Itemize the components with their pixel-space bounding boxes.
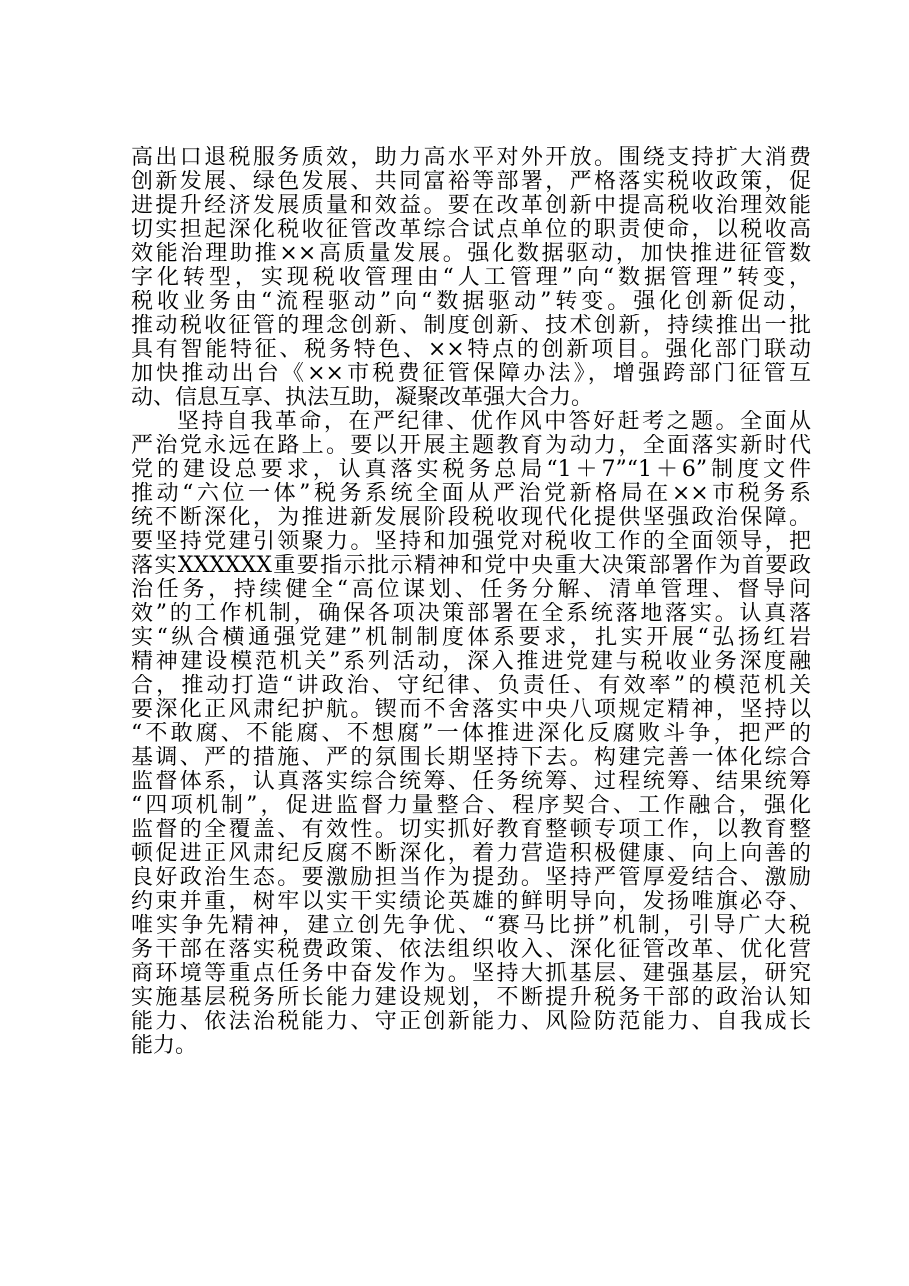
text-line: 能力。 xyxy=(131,1034,198,1058)
text-line: 能力、依法治税能力、守正创新能力、风险防范能力、自我成长 xyxy=(131,1010,811,1034)
text-line: 实施基层税务所长能力建设规划，不断提升税务干部的政治认知 xyxy=(131,986,811,1010)
text-line: 统不断深化，为推进新发展阶段税收现代化提供坚强政治保障。 xyxy=(131,506,811,530)
text-line: 落实XXXXXX重要指示批示精神和党中央重大决策部署作为首要政 xyxy=(131,554,811,578)
text-line: 坚持自我革命，在严纪律、优作风中答好赶考之题。全面从 xyxy=(177,410,811,434)
text-line: 进提升经济发展质量和效益。要在改革创新中提高税收治理效能 xyxy=(131,194,811,218)
text-line: 具有智能特征、税务特色、××特点的创新项目。强化部门联动 xyxy=(131,338,811,362)
text-line: 创新发展、绿色发展、共同富裕等部署，严格落实税收政策，促 xyxy=(131,170,811,194)
text-line: 实“纵合横通强党建”机制制度体系要求，扎实开展“弘扬红岩 xyxy=(131,626,811,650)
text-line: 合，推动打造“讲政治、守纪律、负责任、有效率”的模范机关 xyxy=(131,674,811,698)
text-line: 切实担起深化税收征管改革综合试点单位的职责使命，以税收高 xyxy=(131,218,811,242)
text-line: 良好政治生态。要激励担当作为提劲。坚持严管厚爱结合、激励 xyxy=(131,866,811,890)
text-line: 精神建设模范机关”系列活动，深入推进党建与税收业务深度融 xyxy=(131,650,811,674)
text-line: 推动税收征管的理念创新、制度创新、技术创新，持续推出一批 xyxy=(131,314,811,338)
text-line: 高出口退税服务质效，助力高水平对外开放。围绕支持扩大消费 xyxy=(131,146,811,170)
text-line: 推动“六位一体”税务系统全面从严治党新格局在××市税务系 xyxy=(131,482,811,506)
text-line: 顿促进正风肃纪反腐不断深化，着力营造积极健康、向上向善的 xyxy=(131,842,811,866)
text-line: 严治党永远在路上。要以开展主题教育为动力，全面落实新时代 xyxy=(131,434,811,458)
text-line: 党的建设总要求，认真落实税务总局“1＋7”“1＋6”制度文件 xyxy=(131,458,811,482)
text-line: 治任务，持续健全“高位谋划、任务分解、清单管理、督导问 xyxy=(131,578,811,602)
paragraph-1 xyxy=(131,146,811,410)
text-line: 要坚持党建引领聚力。坚持和加强党对税收工作的全面领导，把 xyxy=(131,530,811,554)
text-line: 监督体系，认真落实综合统筹、任务统筹、过程统筹、结果统筹 xyxy=(131,770,811,794)
text-line: 效”的工作机制，确保各项决策部署在全系统落地落实。认真落 xyxy=(131,602,811,626)
text-line: 唯实争先精神，建立创先争优、“赛马比拼”机制，引导广大税 xyxy=(131,914,811,938)
text-line: 税收业务由“流程驱动”向“数据驱动”转变。强化创新促动， xyxy=(131,290,811,314)
text-line: 动、信息互享、执法互助，凝聚改革强大合力。 xyxy=(131,386,594,410)
text-line: 加快推动出台《××市税费征管保障办法》，增强跨部门征管互 xyxy=(131,362,811,386)
text-line: “不敢腐、不能腐、不想腐”一体推进深化反腐败斗争，把严的 xyxy=(131,722,811,746)
text-line: 商环境等重点任务中奋发作为。坚持大抓基层、建强基层，研究 xyxy=(131,962,811,986)
document-body xyxy=(131,146,811,1058)
text-line: 字化转型，实现税收管理由“人工管理”向“数据管理”转变， xyxy=(131,266,811,290)
text-line: 监督的全覆盖、有效性。切实抓好教育整顿专项工作，以教育整 xyxy=(131,818,811,842)
text-line: 效能治理助推××高质量发展。强化数据驱动，加快推进征管数 xyxy=(131,242,811,266)
text-line: 要深化正风肃纪护航。锲而不舍落实中央八项规定精神，坚持以 xyxy=(131,698,811,722)
text-line: 约束并重，树牢以实干实绩论英雄的鲜明导向，发扬唯旗必夺、 xyxy=(131,890,811,914)
text-line: 基调、严的措施、严的氛围长期坚持下去。构建完善一体化综合 xyxy=(131,746,811,770)
paragraph-2 xyxy=(131,410,811,1058)
text-line: 务干部在落实税费政策、依法组织收入、深化征管改革、优化营 xyxy=(131,938,811,962)
text-line: “四项机制”，促进监督力量整合、程序契合、工作融合，强化 xyxy=(131,794,811,818)
